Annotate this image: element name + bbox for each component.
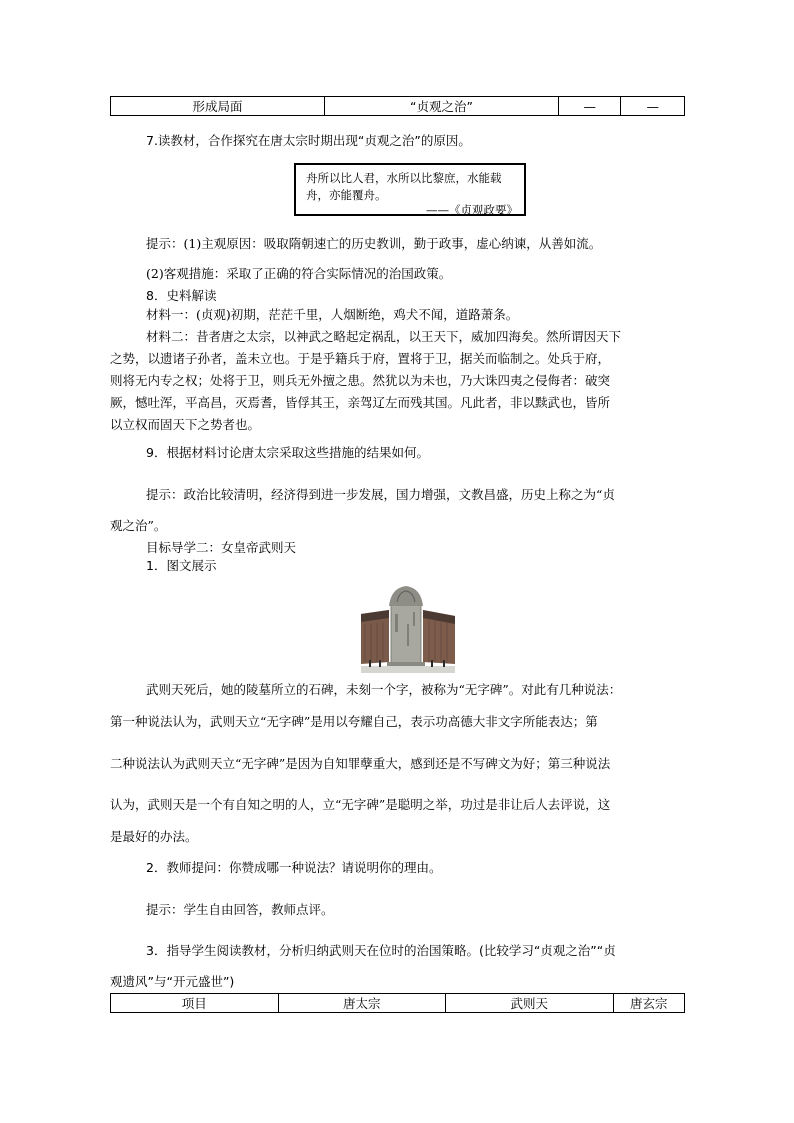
- goal2-para-line: 武则天死后，她的陵墓所立的石碑，未刻一个字，被称为“无字碑”。对此有几种说法：: [146, 682, 622, 697]
- wordless-stele-photo: [361, 584, 455, 673]
- stele-image-icon: [361, 584, 455, 673]
- quote-source: ——《贞观政要》: [426, 203, 518, 217]
- goal2-para-line: 二种说法认为武则天立“无字碑”是因为自知罪孽重大，感到还是不写碑文为好；第三种说法: [110, 756, 611, 771]
- q8-title: 8．史料解读: [146, 288, 217, 303]
- goal2-para-line: 认为，武则天是一个有自知之明的人，立“无字碑”是聪明之举，功过是非让后人去评说，这: [110, 797, 611, 812]
- table-row: [111, 994, 685, 1013]
- goal2-q3-line: 观遗风”与“开元盛世”): [110, 974, 235, 989]
- q8-material-2-line: 厥，憾吐浑，平高昌，灭焉耆，皆俘其王，亲驾辽左而残其国。凡此者，非以黩武也，皆所: [110, 395, 611, 410]
- goal2-title: 目标导学二：女皇帝武则天: [146, 540, 297, 555]
- q9-hint-line: 提示：政治比较清明，经济得到进一步发展，国力增强，文教昌盛，历史上称之为“贞: [146, 487, 615, 502]
- q8-material-2-line: 则将无内专之权；处将于卫，则兵无外擅之患。然犹以为未也，乃大诛四夷之侵侮者：破突: [110, 373, 611, 388]
- goal2-q3-line: 3．指导学生阅读教材，分析归纳武则天在位时的治国策略。(比较学习“贞观之治”“贞: [146, 943, 616, 958]
- table-header-cell: 项目: [111, 994, 279, 1013]
- q9-hint-line: 观之治”。: [110, 518, 167, 533]
- q7-title: 7.读教材，合作探究在唐太宗时期出现“贞观之治”的原因。: [146, 133, 471, 148]
- q8-material-2-line: 之势，以遗诸子孙者，盖未立也。于是乎籍兵于府，置将于卫，据关而临制之。处兵于府，: [110, 351, 611, 366]
- table-cell: —: [558, 97, 621, 116]
- goal2-para-line: 第一种说法认为，武则天立“无字碑”是用以夸耀自己，表示功高德大非文字所能表达；第: [110, 714, 598, 729]
- table-cell: “贞观之治”: [325, 97, 559, 116]
- table-cell: —: [621, 97, 685, 116]
- q7-hint-2: (2)客观措施：采取了正确的符合实际情况的治国政策。: [146, 266, 452, 281]
- table-cell: 形成局面: [111, 97, 325, 116]
- q7-hint-1: 提示：(1)主观原因：吸取隋朝速亡的历史教训，勤于政事，虚心纳谏，从善如流。: [146, 236, 602, 251]
- goal2-sub1: 1．图文展示: [146, 558, 217, 573]
- quote-text: 舟所以比人君，水所以比黎庶，水能载舟，亦能覆舟。: [306, 171, 502, 202]
- bottom-table: [110, 993, 685, 1013]
- goal2-para-line: 是最好的办法。: [110, 829, 198, 844]
- q8-material-1: 材料一：(贞观)初期，茫茫千里，人烟断绝，鸡犬不闻，道路萧条。: [146, 307, 519, 322]
- table-header-cell: 唐太宗: [278, 994, 446, 1013]
- q8-material-2-line: 以立权而固天下之势者也。: [110, 417, 261, 432]
- q9-title: 9．根据材料讨论唐太宗采取这些措施的结果如何。: [146, 445, 429, 460]
- q8-material-2-line: 材料二：昔者唐之太宗，以神武之略起定祸乱，以王天下，威加四海矣。然所谓因天下: [146, 329, 622, 344]
- top-table: [110, 96, 685, 116]
- table-header-cell: 武则天: [446, 994, 614, 1013]
- table-header-cell: 唐玄宗: [613, 994, 684, 1013]
- goal2-q2-hint: 提示：学生自由回答，教师点评。: [146, 902, 334, 917]
- quote-box: [294, 163, 526, 216]
- goal2-q2: 2．教师提问：你赞成哪一种说法？请说明你的理由。: [146, 860, 442, 875]
- table-row: [111, 97, 685, 116]
